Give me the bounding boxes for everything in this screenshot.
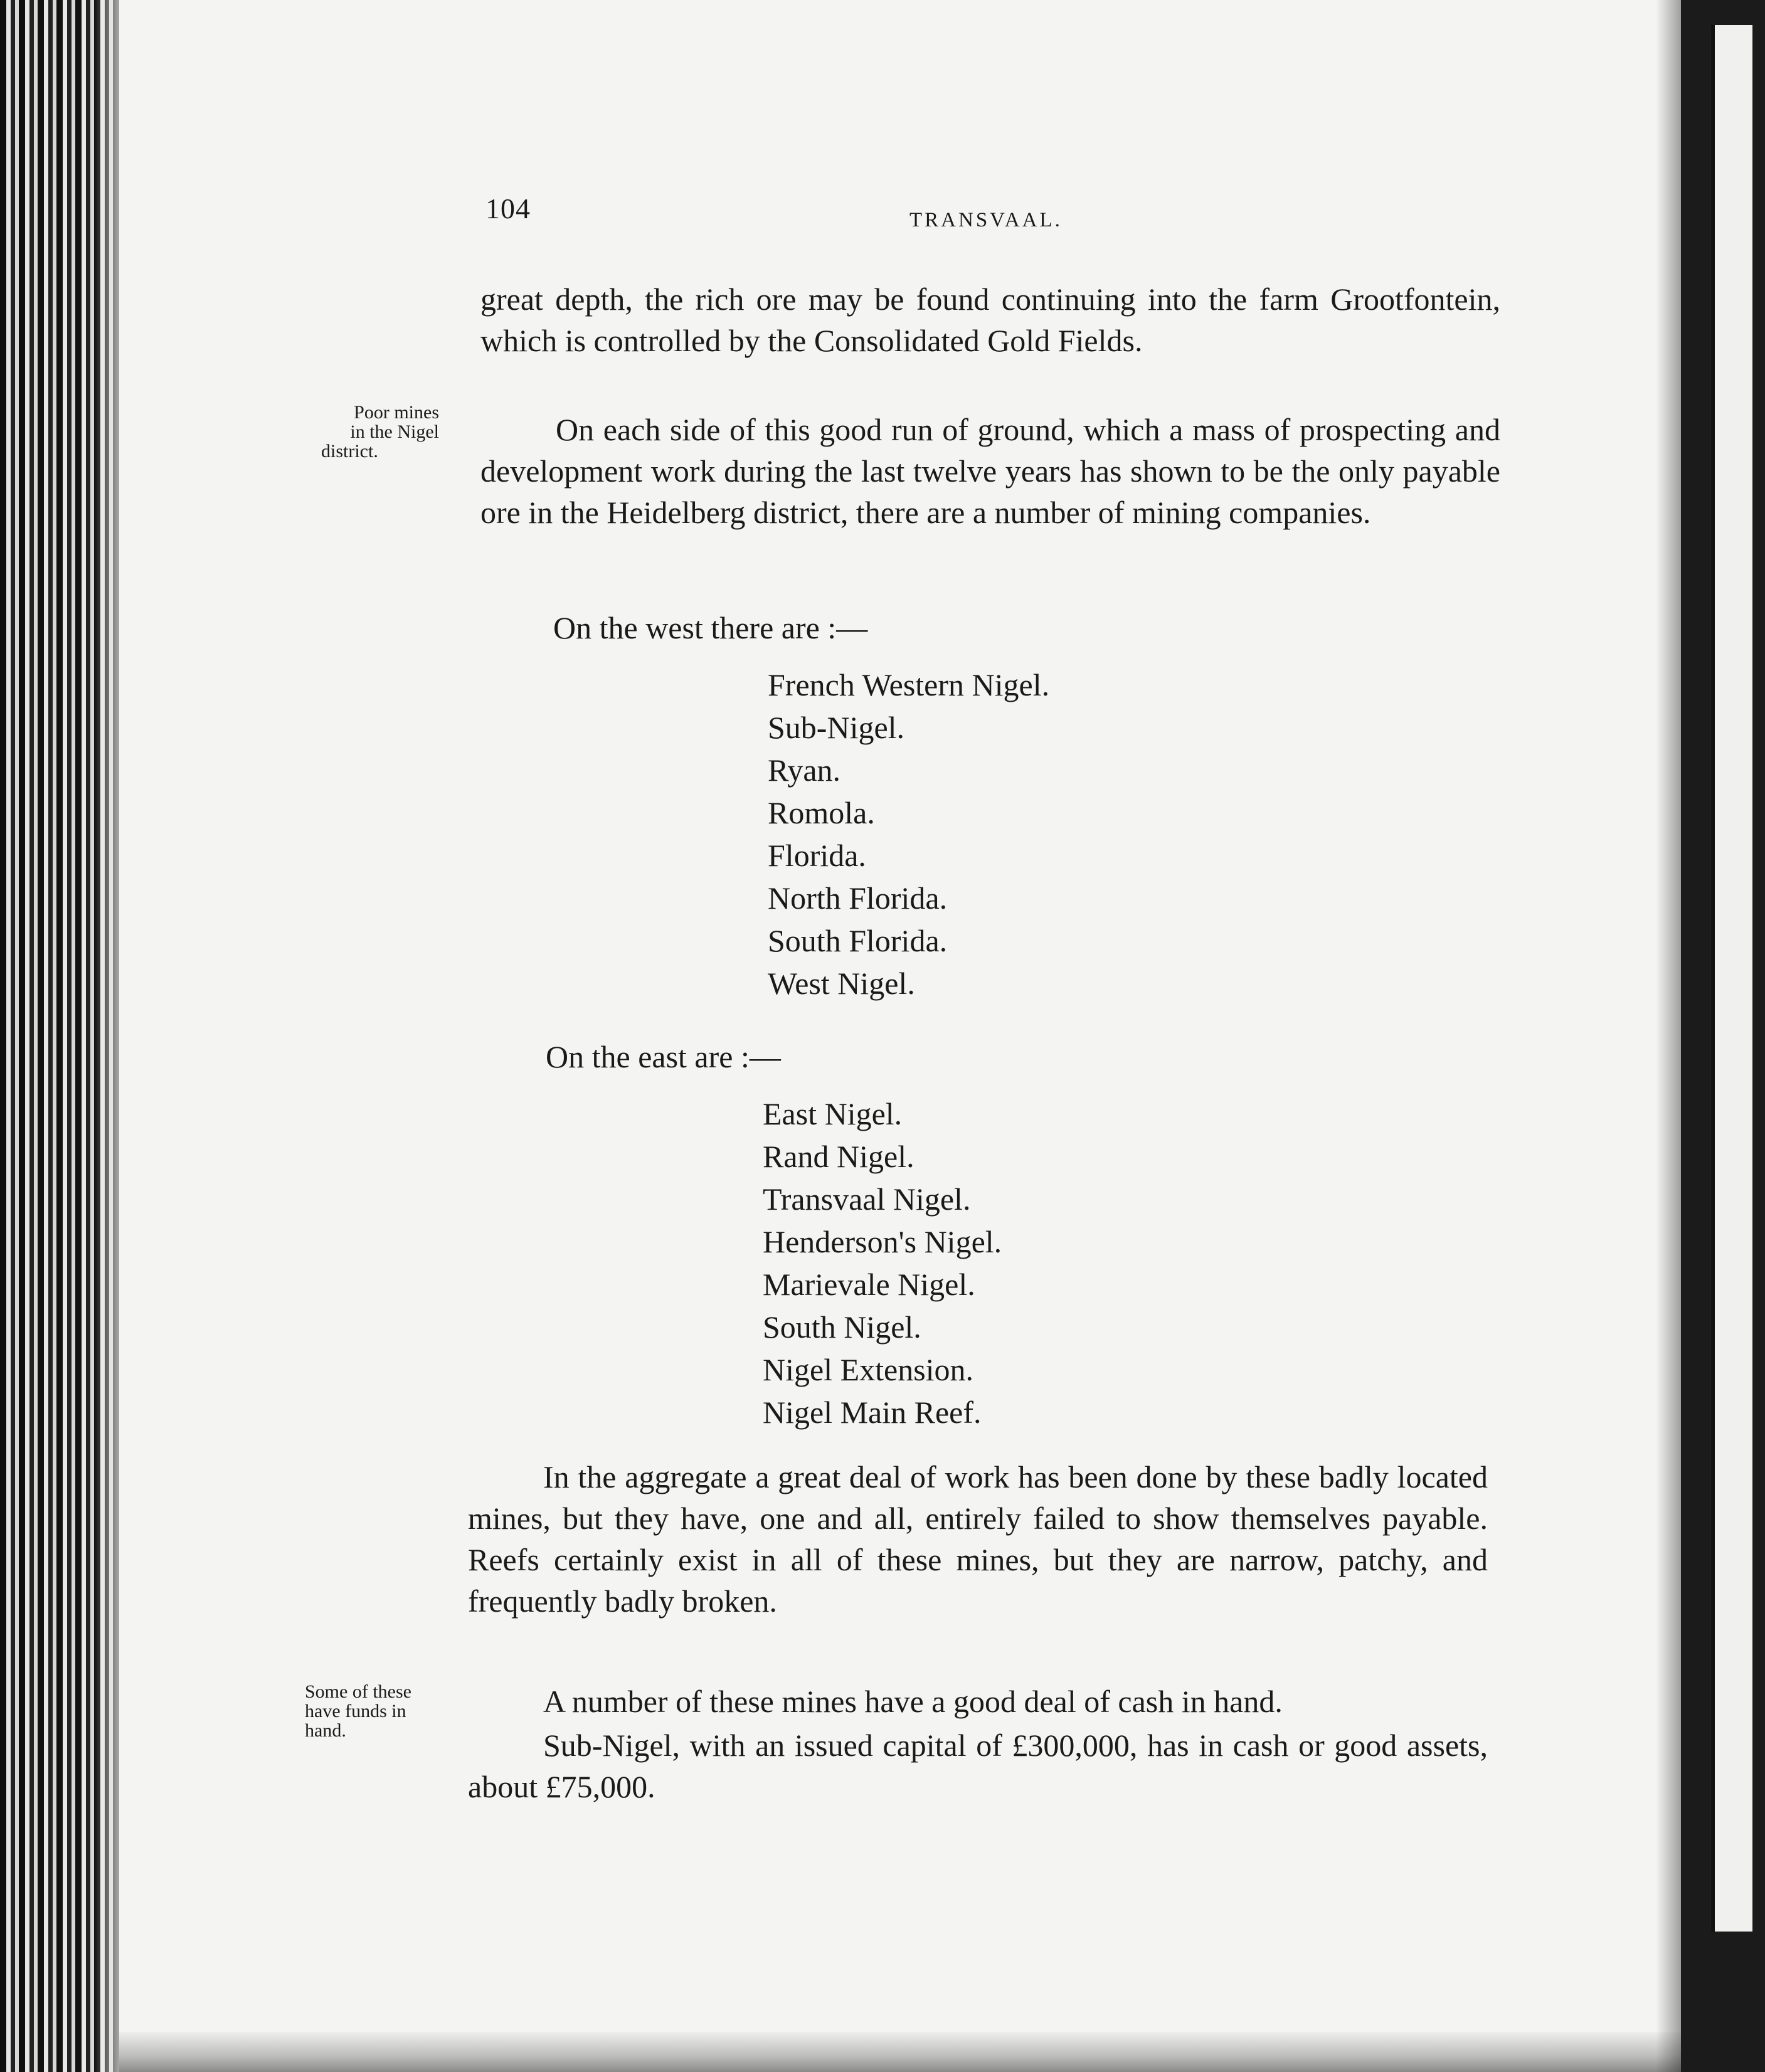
running-head: TRANSVAAL. bbox=[909, 209, 1063, 231]
list-item: Ryan. bbox=[768, 753, 841, 788]
paragraph-aggregate bbox=[468, 1456, 1488, 1622]
west-intro: On the west there are :— bbox=[553, 610, 868, 645]
list-item: West Nigel. bbox=[768, 966, 915, 1001]
list-item: South Nigel. bbox=[763, 1309, 921, 1345]
paragraph-good-run bbox=[480, 409, 1500, 533]
east-intro: On the east are :— bbox=[546, 1039, 781, 1074]
paragraph-cash bbox=[468, 1681, 1488, 1722]
list-item: Nigel Main Reef. bbox=[763, 1395, 982, 1430]
list-item: Florida. bbox=[768, 838, 866, 873]
margin-note-line: hand. bbox=[305, 1720, 346, 1741]
gutter-shadow bbox=[1656, 0, 1681, 2072]
list-item: Marievale Nigel. bbox=[763, 1267, 975, 1302]
paragraph-text: In the aggregate a great deal of work has been done by these badly located mines, but they have, one and all, entirely failed to show themselves payable. Reefs certainly exist in all of these mines, but they are narrow, patchy, and frequently badly broken. bbox=[468, 1459, 1488, 1619]
paragraph-text: A number of these mines have a good deal of cash in hand. bbox=[543, 1684, 1283, 1719]
west-mines-list bbox=[768, 663, 1049, 1005]
paragraph-text: great depth, the rich ore may be found continuing into the farm Grootfontein, which is controlled by the Consolidated Gold Fields. bbox=[480, 282, 1500, 358]
margin-note-line: have funds in bbox=[305, 1701, 406, 1721]
east-mines-list bbox=[763, 1092, 1002, 1434]
list-item: East Nigel. bbox=[763, 1096, 903, 1131]
list-item: North Florida. bbox=[768, 880, 948, 916]
list-item: Henderson's Nigel. bbox=[763, 1224, 1002, 1259]
margin-note-line: Some of these bbox=[305, 1681, 411, 1702]
list-item: Sub-Nigel. bbox=[768, 710, 905, 745]
binding-shadow bbox=[94, 0, 132, 2072]
list-item: South Florida. bbox=[768, 923, 948, 958]
page-number: 104 bbox=[485, 193, 531, 225]
margin-note-poor-mines bbox=[321, 403, 439, 461]
page-bottom-edge bbox=[119, 2032, 1702, 2072]
list-item: Transvaal Nigel. bbox=[763, 1181, 971, 1217]
paragraph-sub-nigel bbox=[468, 1725, 1488, 1807]
margin-note-line: district. bbox=[321, 441, 378, 462]
list-item: Rand Nigel. bbox=[763, 1139, 914, 1174]
paragraph-text: Sub-Nigel, with an issued capital of £300,000, has in cash or good assets, about £75,000. bbox=[468, 1728, 1488, 1804]
next-page-edge bbox=[1711, 25, 1752, 1932]
margin-note-line: in the Nigel bbox=[350, 421, 439, 442]
paragraph-continuation bbox=[480, 278, 1500, 361]
list-item: Nigel Extension. bbox=[763, 1352, 974, 1387]
margin-note-funds bbox=[305, 1682, 411, 1740]
list-item: French Western Nigel. bbox=[768, 667, 1050, 702]
paragraph-text: On each side of this good run of ground, which a mass of prospecting and development work during the last twelve years has shown to be the only payable ore in the Heidelberg district, there are a number of mining companies. bbox=[480, 412, 1500, 530]
list-item: Romola. bbox=[768, 795, 875, 830]
margin-note-line: Poor mines bbox=[354, 402, 439, 423]
